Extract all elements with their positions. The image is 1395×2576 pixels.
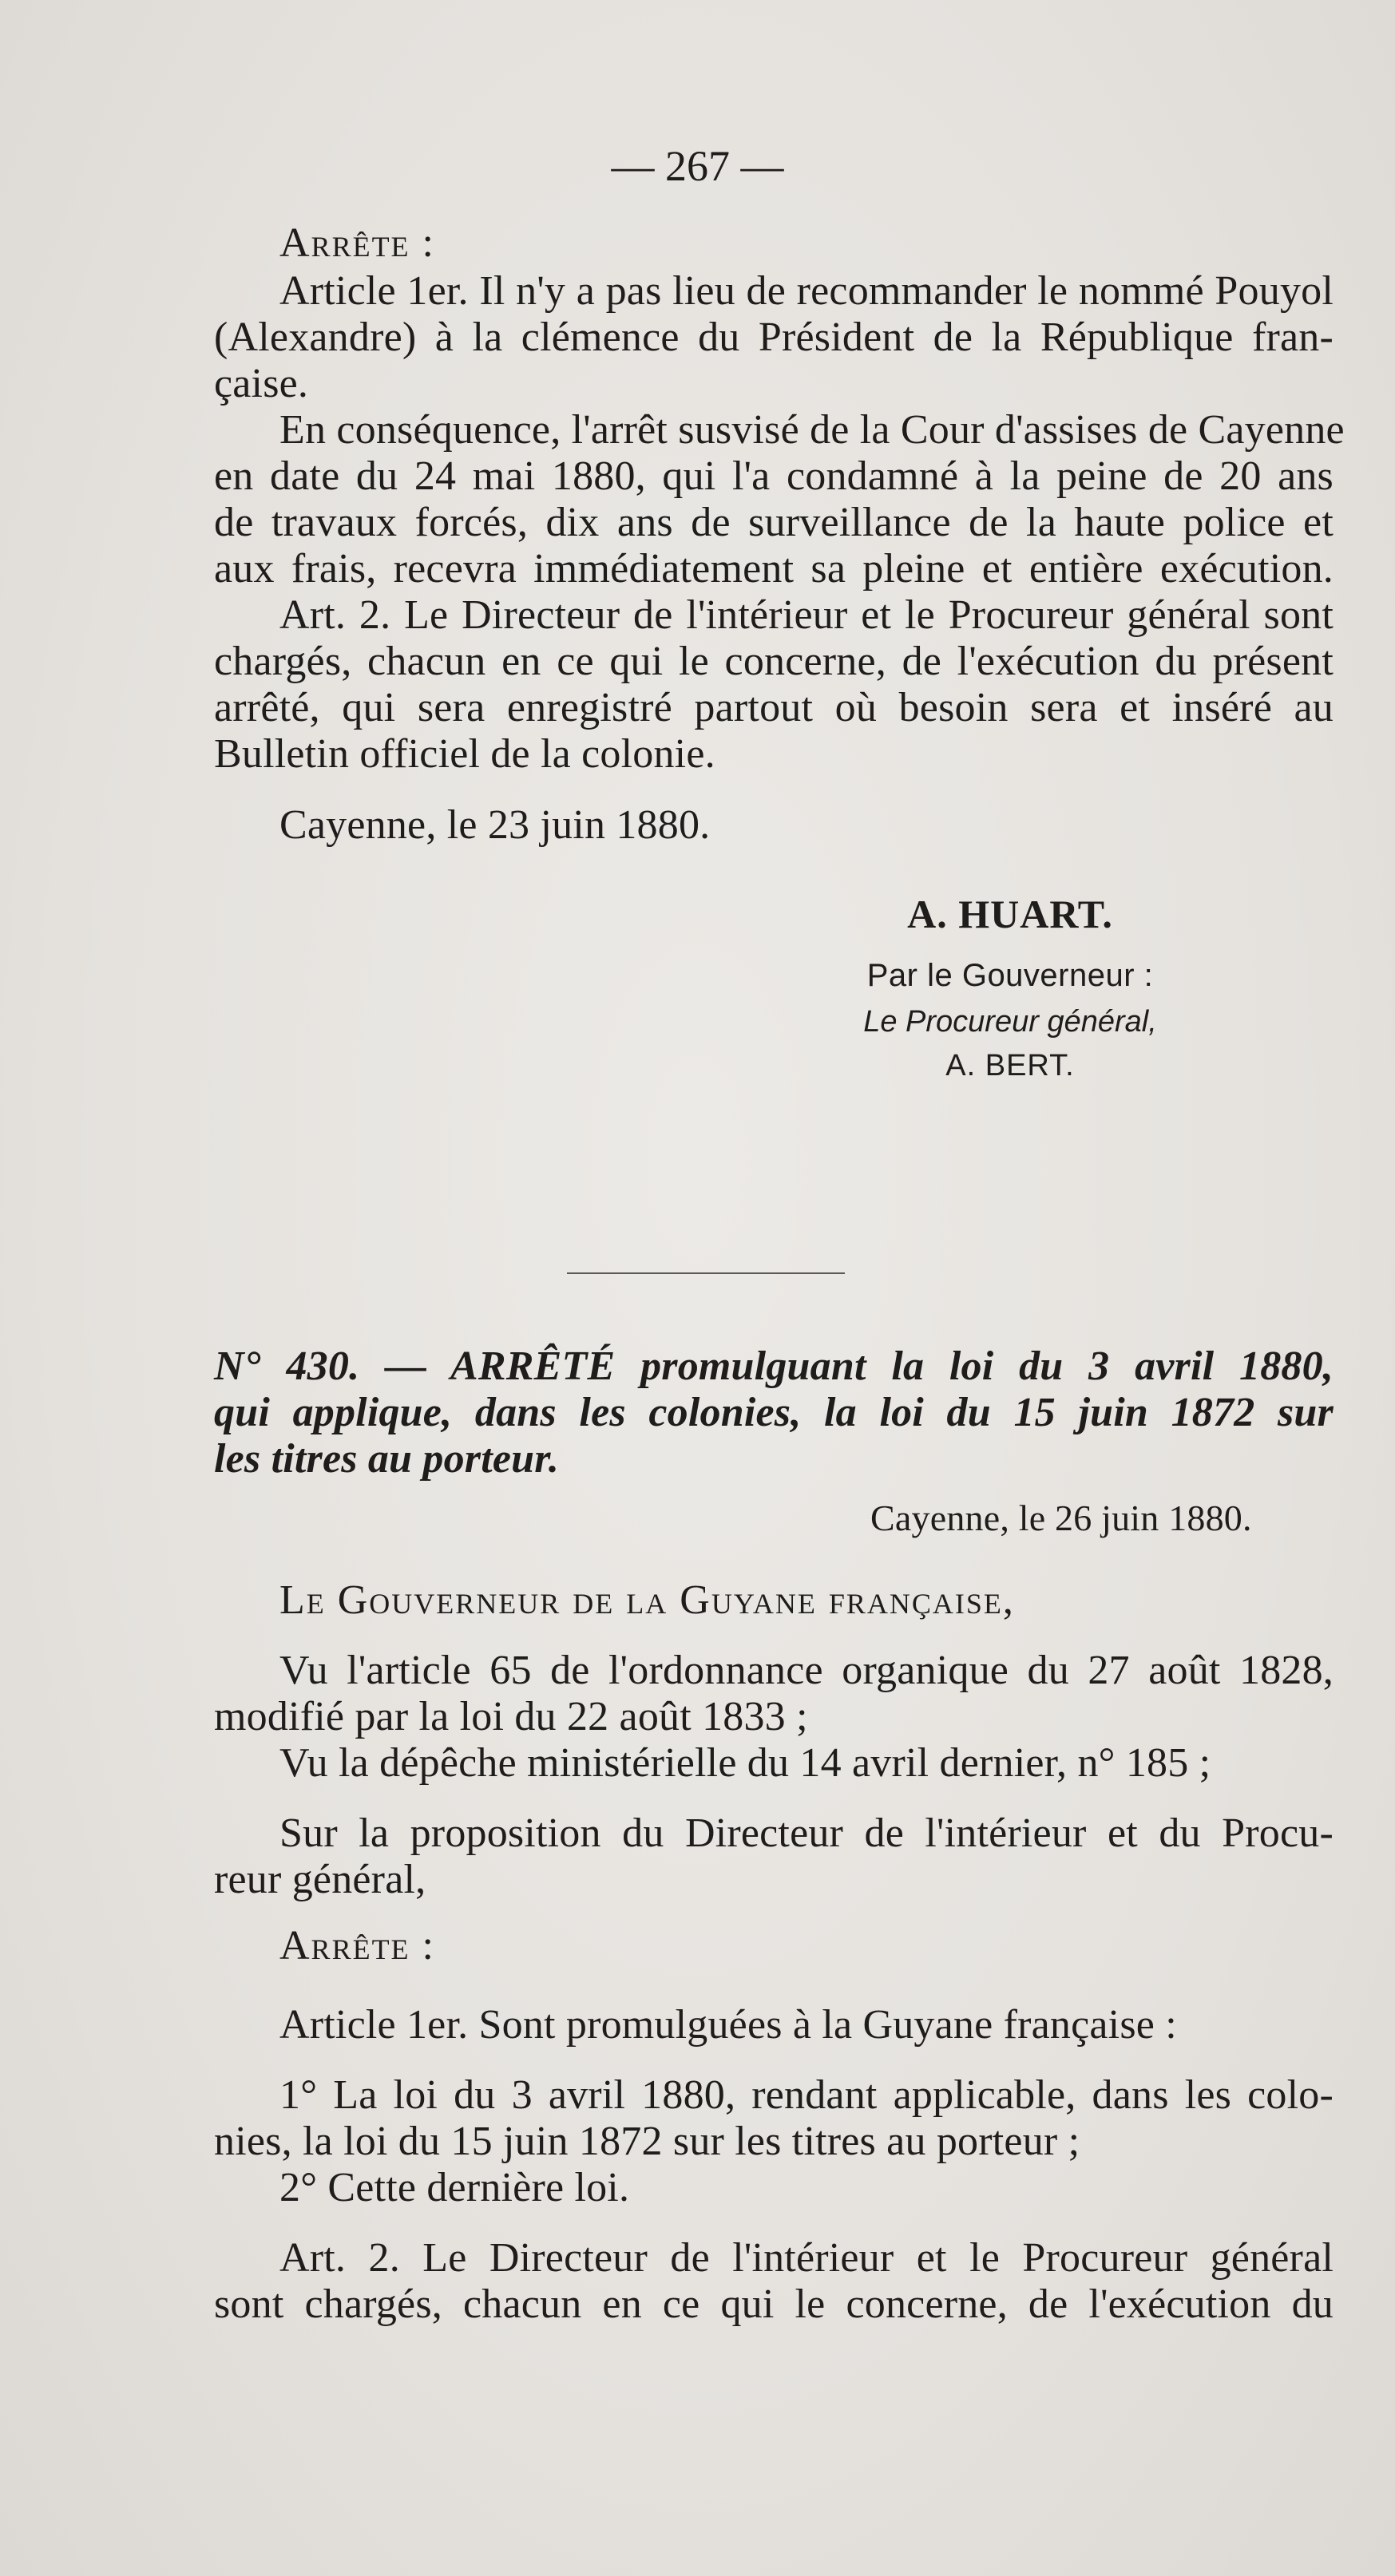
act-title-line: N° 430. — ARRÊTÉ promulguant la loi du 3 avril 1880, (214, 1343, 1334, 1389)
paragraph-line: Vu l'article 65 de l'ordonnance organique du 27 août 1828, (279, 1648, 1334, 1693)
paragraph-line: (Alexandre) à la clémence du Président de la République fran- (214, 315, 1334, 360)
signature-name: A. HUART. (907, 892, 1113, 936)
signature-by: Par le Gouverneur : (866, 958, 1154, 993)
paragraph-line: Article 1er. Sont promulguées à la Guyane française : (279, 2002, 1177, 2048)
paragraph-line: de travaux forcés, dix ans de surveillance de la haute police et (214, 500, 1334, 545)
signature-role: Le Procureur général, (863, 1005, 1157, 1039)
paragraph-line: En conséquence, l'arrêt susvisé de la Cour d'assises de Cayenne (279, 407, 1345, 453)
signature-signer: A. BERT. (945, 1049, 1075, 1082)
place-date: Cayenne, le 26 juin 1880. (870, 1498, 1252, 1538)
paragraph-line: aux frais, recevra immédiatement sa pleine et entière exécution. (214, 546, 1334, 592)
paragraph-line: Vu la dépêche ministérielle du 14 avril dernier, n° 185 ; (279, 1740, 1211, 1786)
page-number: — 267 — (611, 142, 784, 190)
paragraph-line: Article 1er. Il n'y a pas lieu de recommander le nommé Pouyol (279, 268, 1334, 314)
paragraph-line: en date du 24 mai 1880, qui l'a condamné à la peine de 20 ans (214, 453, 1334, 499)
paragraph-line: nies, la loi du 15 juin 1872 sur les titres au porteur ; (214, 2119, 1080, 2164)
paragraph-line: modifié par la loi du 22 août 1833 ; (214, 1694, 808, 1739)
section-divider (567, 1272, 845, 1274)
arrete-heading: Arrête : (279, 220, 435, 266)
paragraph-line: sont chargés, chacun en ce qui le concerne, de l'exécution du (214, 2281, 1334, 2327)
paragraph-line: arrêté, qui sera enregistré partout où besoin sera et inséré au (214, 685, 1334, 730)
place-date: Cayenne, le 23 juin 1880. (279, 802, 711, 848)
paragraph-line: çaise. (214, 361, 309, 406)
arrete-heading: Arrête : (279, 1923, 435, 1969)
paragraph-line: Le Gouverneur de la Guyane française, (279, 1577, 1015, 1623)
paragraph-line: Sur la proposition du Directeur de l'intérieur et du Procu- (279, 1810, 1334, 1856)
act-title-line: qui applique, dans les colonies, la loi du 15 juin 1872 sur (214, 1390, 1334, 1435)
paragraph-line: Art. 2. Le Directeur de l'intérieur et le Procureur général sont (279, 592, 1334, 638)
paragraph-line: 1° La loi du 3 avril 1880, rendant applicable, dans les colo- (279, 2072, 1334, 2118)
paragraph-line: reur général, (214, 1857, 426, 1902)
paragraph-line: 2° Cette dernière loi. (279, 2165, 630, 2210)
paragraph-line: Bulletin officiel de la colonie. (214, 731, 715, 777)
act-title-line: les titres au porteur. (214, 1436, 560, 1482)
paragraph-line: Art. 2. Le Directeur de l'intérieur et le Procureur général (279, 2235, 1334, 2281)
paragraph-line: chargés, chacun en ce qui le concerne, de l'exécution du présent (214, 639, 1334, 684)
